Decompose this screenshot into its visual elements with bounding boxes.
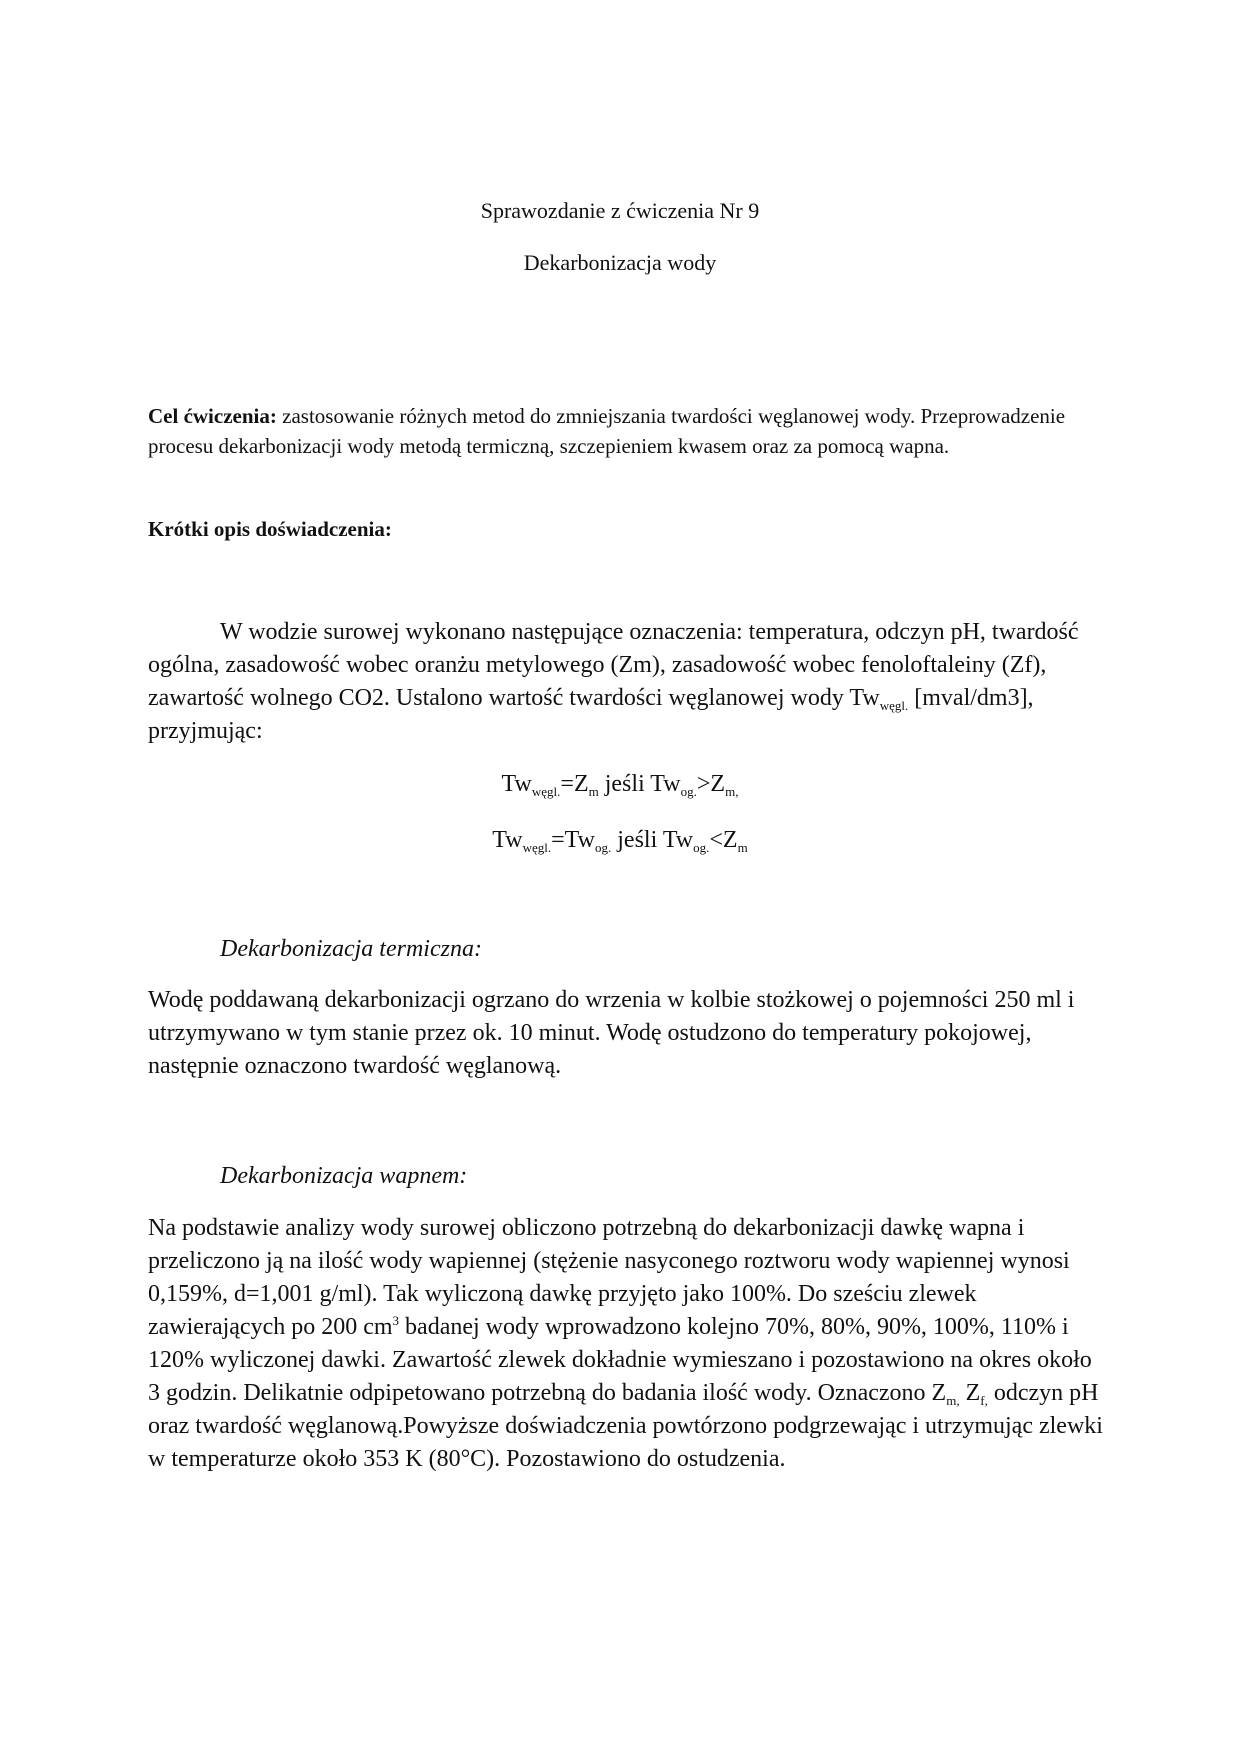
formula-2-eq-sub: og. [595,840,612,855]
goal-paragraph [148,401,1098,461]
formula-2-op: <Z [709,827,738,853]
formula-1 [0,768,1240,801]
formula-2-eq: =Tw [551,827,595,853]
thermal-paragraph: Wodę poddawaną dekarbonizacji ogrzano do wrzenia w kolbie stożkowej o pojemności 250 ml i utrzymywano w tym stanie przez ok. 10 minut. Wodę ostudzono do temperatury pokojowej, następnie oznaczono twardość węglanową. [148,987,1075,1079]
lime-heading: Dekarbonizacja wapnem: [220,1163,468,1189]
formula-1-a-sub: węgl. [531,784,561,799]
formula-1-op-sub: m, [725,784,739,799]
description-paragraph [148,616,1108,748]
description-intro-end: [mval/dm3], przyjmując: [148,685,1034,744]
description-heading [148,514,1098,544]
formula-1-op: >Z [696,771,726,797]
lime-text-d: odczyn pH oraz twardość węglanową.Powyższe doświadczenia powtórzono podgrzewając i utrzymując zlewki w temperaturze około 353 K (80°C). Pozostawiono do ostudzenia. [148,1380,1103,1472]
formula-1-eq-sub: m [588,784,599,799]
formula-1-a: Tw [501,771,532,797]
description-heading-text: Krótki opis doświadczenia: [148,517,392,541]
goal-label: Cel ćwiczenia: [148,404,277,428]
lime-zm-sub: m, [946,1393,960,1408]
description-intro: W wodzie surowej wykonano następujące oznaczenia: temperatura, odczyn pH, twardość ogólna, zasadowość wobec oranżu metylowego (Zm), zasadowość wobec fenoloftaleiny (Zf), zawartość wolnego CO2. Ustalono wartość twardości węglanowej wody Tw [148,619,1079,711]
formula-1-eq: =Z [560,771,589,797]
lime-text-c: Z [959,1380,981,1406]
report-subtitle: Dekarbonizacja wody [523,250,717,275]
goal-text: zastosowanie różnych metod do zmniejszania twardości węglanowej wody. Przeprowadzenie procesu dekarbonizacji wody metodą termiczną, szczepieniem kwasem oraz za pomocą wapna. [148,404,1066,458]
formula-1-cond-sub: og. [680,784,697,799]
formula-2-cond-sub: og. [693,840,710,855]
formula-2-a: Tw [492,827,523,853]
lime-text-b: badanej wody wprowadzono kolejno 70%, 80%, 90%, 100%, 110% i 120% wyliczonej dawki. Zawartość zlewek dokładnie wymieszano i pozostawiono na okres około 3 godzin. Delikatnie odpipetowano potrzebną do badania ilość wody. Oznaczono Z [148,1314,1092,1406]
thermal-heading: Dekarbonizacja termiczna: [220,936,482,962]
lime-paragraph [148,1212,1108,1476]
formula-2-op-sub: m [737,840,748,855]
lime-zf-sub: f, [980,1393,988,1408]
lime-text-sup: 3 [392,1313,400,1328]
lime-text-a: Na podstawie analizy wody surowej obliczono potrzebną do dekarbonizacji dawkę wapna i przeliczono ją na ilość wody wapiennej (stężenie nasyconego roztworu wody wapiennej wynosi 0,159%, d=1,001 g/ml). Tak wyliczoną dawkę przyjęto jako 100%. Do sześciu zlewek zawierających po 200 cm [148,1215,1070,1340]
report-title: Sprawozdanie z ćwiczenia Nr 9 [480,198,760,223]
formula-2-a-sub: węgl. [522,840,552,855]
description-intro-sub: węgl. [879,698,909,713]
formula-2-cond: jeśli Tw [611,827,694,853]
formula-2 [0,824,1240,857]
formula-1-cond: jeśli Tw [598,771,681,797]
